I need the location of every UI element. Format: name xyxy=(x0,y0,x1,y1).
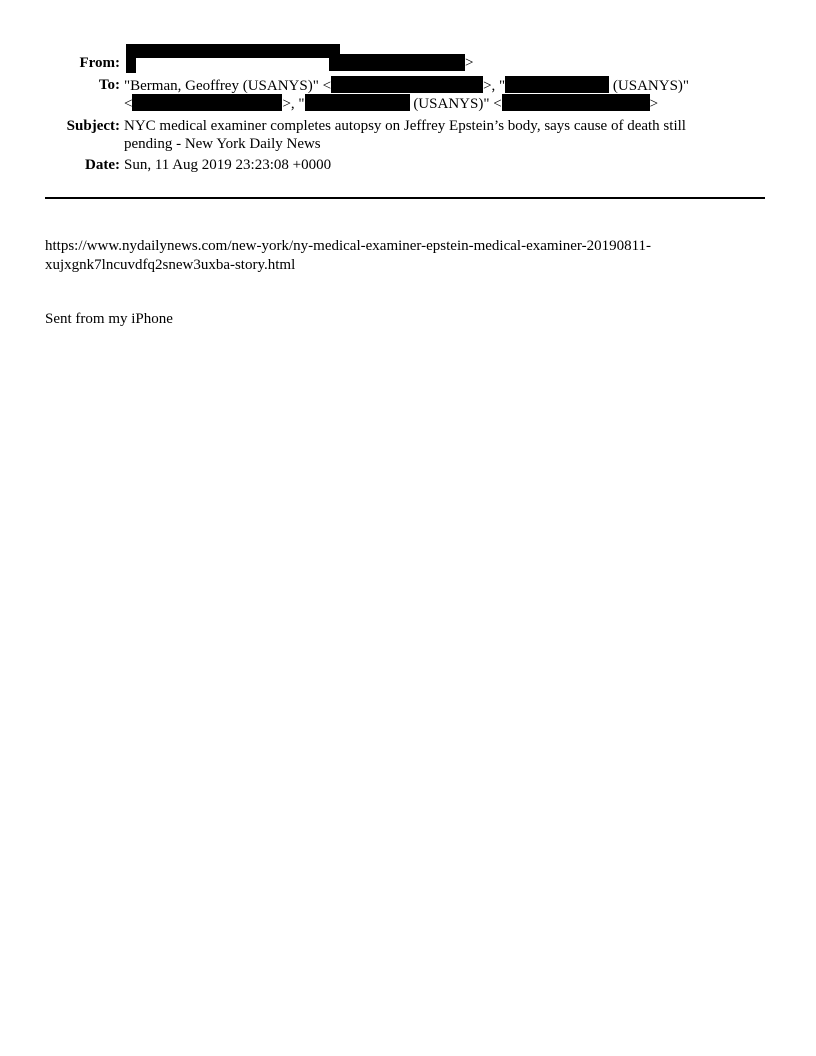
date-label: Date: xyxy=(85,157,120,173)
date-value: Sun, 11 Aug 2019 23:23:08 +0000 xyxy=(124,157,332,173)
redaction-block xyxy=(331,76,483,93)
from-value-suffix: > xyxy=(465,55,474,71)
from-label: From: xyxy=(79,55,120,71)
redaction-block xyxy=(502,94,650,111)
to-value-line2 xyxy=(124,94,744,114)
redaction-block xyxy=(132,94,282,111)
link-url-line1[interactable]: https://www.nydailynews.com/new-york/ny-medical-examiner-epstein-medical-examiner-20190811- xyxy=(45,238,652,254)
subject-value-line1: NYC medical examiner completes autopsy on Jeffrey Epstein’s body, says cause of death still xyxy=(124,118,686,134)
header-divider xyxy=(45,197,765,199)
signature: Sent from my iPhone xyxy=(45,311,173,327)
to-label: To: xyxy=(98,77,120,93)
to-recipient-text: (USANYS)" xyxy=(609,78,690,94)
redaction-block xyxy=(305,94,410,111)
link-url-line2[interactable]: xujxgnk7lncuvdfq2snew3uxba-story.html xyxy=(45,257,296,273)
to-value-suffix: > xyxy=(649,96,659,112)
to-separator-text: >, " xyxy=(483,78,506,94)
subject-label: Subject: xyxy=(66,118,120,134)
redaction-block xyxy=(505,76,609,93)
to-recipient-text: (USANYS)" < xyxy=(409,96,502,112)
redaction-block xyxy=(329,54,465,71)
to-recipient-text: "Berman, Geoffrey (USANYS)" < xyxy=(124,78,332,94)
redaction-block xyxy=(126,56,136,73)
to-recipient-text: < xyxy=(124,96,133,112)
to-value-line1 xyxy=(124,76,744,96)
subject-value-line2: pending - New York Daily News xyxy=(124,136,321,152)
to-separator-text: >, " xyxy=(282,96,305,112)
redaction-block xyxy=(126,44,340,58)
